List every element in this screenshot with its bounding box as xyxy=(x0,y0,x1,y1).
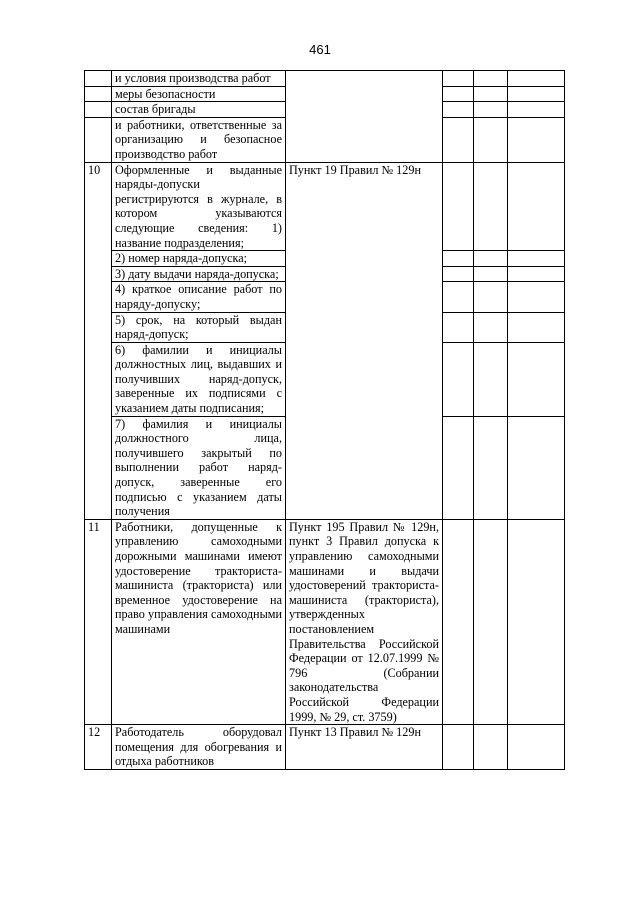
answer-cell xyxy=(474,117,508,162)
answer-cell xyxy=(443,266,474,282)
row-number-cell xyxy=(85,71,112,87)
table-row xyxy=(85,725,565,770)
answer-cell xyxy=(474,71,508,87)
requirement-line: состав бригады xyxy=(115,102,196,117)
answer-cell xyxy=(443,102,474,118)
answer-cell xyxy=(508,266,565,282)
answer-cell xyxy=(508,725,565,770)
answer-cell xyxy=(508,71,565,87)
reference-cell: Пункт 13 Правил № 129н xyxy=(286,725,443,770)
requirement-cell xyxy=(112,282,286,312)
answer-cell xyxy=(508,251,565,267)
answer-cell xyxy=(508,519,565,724)
answer-cell xyxy=(474,342,508,416)
requirement-line: 4) краткое описание работ по наряду-допуску; xyxy=(115,282,282,311)
table-row xyxy=(85,162,565,251)
answer-cell xyxy=(443,725,474,770)
requirement-cell xyxy=(112,416,286,519)
requirement-cell xyxy=(112,71,286,87)
requirement-cell xyxy=(112,251,286,267)
answer-cell xyxy=(508,102,565,118)
answer-cell xyxy=(508,162,565,251)
answer-cell xyxy=(508,282,565,312)
answer-cell xyxy=(443,86,474,102)
answer-cell xyxy=(443,416,474,519)
requirement-cell xyxy=(112,519,286,724)
answer-cell xyxy=(474,282,508,312)
answer-cell xyxy=(474,416,508,519)
requirement-cell xyxy=(112,725,286,770)
requirement-cell xyxy=(112,266,286,282)
answer-cell xyxy=(474,725,508,770)
requirement-line: и работники, ответственные за организацию и безопасное производство работ xyxy=(115,117,282,161)
requirement-line: Оформленные и выданные наряды-допуски регистрируются в журнале, в котором указываются следующие сведения: 1) название подразделения; xyxy=(115,162,282,250)
requirement-cell xyxy=(112,162,286,251)
answer-cell xyxy=(508,86,565,102)
answer-cell xyxy=(443,117,474,162)
requirement-cell xyxy=(112,117,286,162)
reference-cell: Пункт 19 Правил № 129н xyxy=(286,162,443,519)
answer-cell xyxy=(443,71,474,87)
answer-cell xyxy=(443,519,474,724)
requirement-line: меры безопасности xyxy=(115,86,216,101)
answer-cell xyxy=(508,342,565,416)
table-row xyxy=(85,519,565,724)
answer-cell xyxy=(508,117,565,162)
requirement-cell xyxy=(112,102,286,118)
requirement-line: Работодатель оборудовал помещения для обогревания и отдыха работников xyxy=(115,725,282,769)
answer-cell xyxy=(474,251,508,267)
answer-cell xyxy=(474,102,508,118)
checklist-table xyxy=(84,70,565,770)
answer-cell xyxy=(474,519,508,724)
requirement-cell xyxy=(112,86,286,102)
answer-cell xyxy=(443,282,474,312)
requirement-line: 7) фамилия и инициалы должностного лица, получившего закрытый по выполнении работ наряд-допуск, заверенные его подписью с указанием даты получения xyxy=(115,416,282,519)
requirement-cell xyxy=(112,312,286,342)
table-row xyxy=(85,71,565,87)
requirement-line: 6) фамилии и инициалы должностных лиц, выдавших и получивших наряд-допуск, заверенные их подписями с указанием даты подписания; xyxy=(115,342,282,416)
reference-cell xyxy=(286,71,443,163)
answer-cell xyxy=(443,312,474,342)
answer-cell xyxy=(474,266,508,282)
answer-cell xyxy=(474,86,508,102)
requirement-line: Работники, допущенные к управлению самоходными дорожными машинами имеют удостоверение тракториста-машиниста (тракториста) или временное удостоверение на право управления самоходными машинами xyxy=(115,519,282,636)
requirement-line: и условия производства работ xyxy=(115,71,271,85)
requirement-line: 2) номер наряда-допуска; xyxy=(115,251,247,266)
answer-cell xyxy=(508,416,565,519)
answer-cell xyxy=(474,312,508,342)
requirement-cell xyxy=(112,342,286,416)
row-number-cell: 12 xyxy=(85,725,112,770)
answer-cell xyxy=(508,312,565,342)
answer-cell xyxy=(443,162,474,251)
answer-cell xyxy=(443,251,474,267)
requirement-line: 5) срок, на который выдан наряд-допуск; xyxy=(115,312,282,342)
answer-cell xyxy=(474,162,508,251)
requirement-line: 3) дату выдачи наряда-допуска; xyxy=(115,266,279,281)
answer-cell xyxy=(443,342,474,416)
row-number-cell: 10 xyxy=(85,162,112,519)
page-number: 461 xyxy=(309,42,331,57)
reference-cell: Пункт 195 Правил № 129н, пункт 3 Правил допуска к управлению самоходными машинами и выдачи удостоверений тракториста-машиниста (тракториста), утвержденных постановлением Правительства Российской Федерации от 12.07.1999 № 796 (Собрании законодательства Российской Федерации 1999, № 29, ст. 3759) xyxy=(286,519,443,724)
row-number-cell: 11 xyxy=(85,519,112,724)
